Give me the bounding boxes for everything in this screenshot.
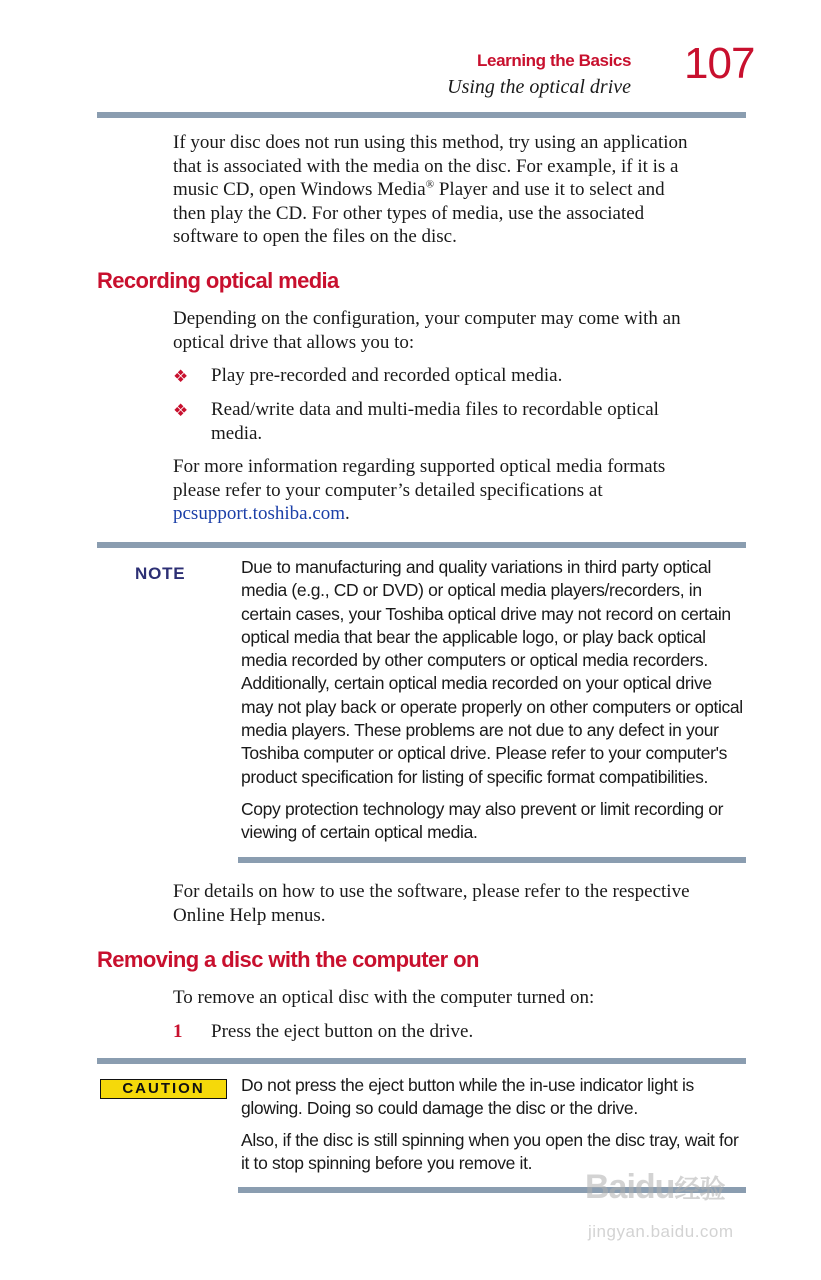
text-line: For more information regarding supported optical media formats [173, 456, 666, 477]
text-line: that is associated with the media on the disc. For example, if it is a [173, 155, 679, 177]
text-line: optical media that bear the applicable logo, or play back optical [241, 626, 706, 647]
text-line: please refer to your computer’s detailed specifications at [173, 479, 603, 501]
text-line: media players. These problems are not due to any defect in your [241, 720, 719, 741]
text-line: software to open the files on the disc. [173, 226, 457, 248]
note-paragraph-1 [241, 556, 751, 789]
section-heading-removing: Removing a disc with the computer on [97, 947, 479, 972]
running-header-section: Learning the Basics [477, 51, 631, 70]
step-number: 1 [173, 1021, 183, 1042]
header-rule [97, 112, 746, 118]
caution-label: CAUTION [100, 1079, 227, 1099]
text-line: pcsupport.toshiba.com. [173, 503, 350, 525]
bullet-text: Play pre-recorded and recorded optical media. [211, 365, 563, 386]
watermark-logo: Baidu经验 [585, 1168, 725, 1206]
bullet-item [173, 398, 753, 445]
page-number: 107 [684, 39, 755, 88]
text-line: optical drive that allows you to: [173, 331, 415, 353]
caution-paragraph-1 [241, 1074, 751, 1121]
intro-paragraph [173, 131, 753, 249]
watermark-url: jingyan.baidu.com [588, 1222, 734, 1241]
note-label: NOTE [135, 564, 186, 583]
text-line: Additionally, certain optical media recorded on your optical drive [241, 673, 712, 694]
text-line: Depending on the configuration, your computer may come with an [173, 308, 681, 329]
text-line: media recorded by other computers or optical media recorders. [241, 650, 708, 671]
step-text: Press the eject button on the drive. [211, 1021, 474, 1042]
registered-mark: ® [425, 178, 435, 191]
diamond-bullet-icon: ❖ [173, 367, 189, 386]
text-line: Toshiba computer or optical drive. Please refer to your computer's [241, 743, 728, 764]
text-line: glowing. Doing so could damage the disc or the drive. [241, 1098, 638, 1119]
text-line: Online Help menus. [173, 904, 326, 926]
note-bottom-rule [238, 857, 746, 863]
bullet-text: Read/write data and multi-media files to recordable optical [211, 399, 659, 420]
note-paragraph-2 [241, 798, 751, 845]
text-line: may not play back or operate properly on other computers or optical [241, 696, 743, 717]
note-top-rule [97, 542, 746, 548]
text-line: viewing of certain optical media. [241, 822, 478, 843]
text-line: Do not press the eject button while the in-use indicator light is [241, 1075, 694, 1095]
removing-intro: To remove an optical disc with the computer turned on: [173, 987, 595, 1008]
bullet-item [173, 364, 753, 388]
more-info-paragraph [173, 455, 753, 526]
text-line: Due to manufacturing and quality variations in third party optical [241, 557, 712, 577]
text-line: music CD, open Windows Media® Player and use it to select and [173, 178, 665, 201]
text-line: product specification for listing of specific format compatibilities. [241, 766, 709, 787]
running-header-subsection: Using the optical drive [447, 76, 631, 98]
text-line: If your disc does not run using this method, try using an application [173, 132, 688, 153]
details-paragraph [173, 880, 753, 927]
text-line: Copy protection technology may also prevent or limit recording or [241, 799, 724, 819]
text-line: then play the CD. For other types of media, use the associated [173, 202, 645, 224]
text-line: For details on how to use the software, please refer to the respective [173, 881, 690, 902]
caution-top-rule [97, 1058, 746, 1064]
diamond-bullet-icon: ❖ [173, 401, 189, 420]
text-line: certain cases, your Toshiba optical drive may not record on certain [241, 603, 731, 624]
text-line: media (e.g., CD or DVD) or optical media players/recorders, in [241, 580, 702, 601]
text-line: Also, if the disc is still spinning when you open the disc tray, wait for [241, 1130, 739, 1150]
recording-intro [173, 307, 753, 354]
text-line: it to stop spinning before you remove it. [241, 1153, 533, 1174]
bullet-text: media. [211, 422, 263, 444]
section-heading-recording: Recording optical media [97, 268, 339, 293]
step-item [173, 1020, 753, 1044]
support-link[interactable]: pcsupport.toshiba.com [173, 503, 346, 525]
